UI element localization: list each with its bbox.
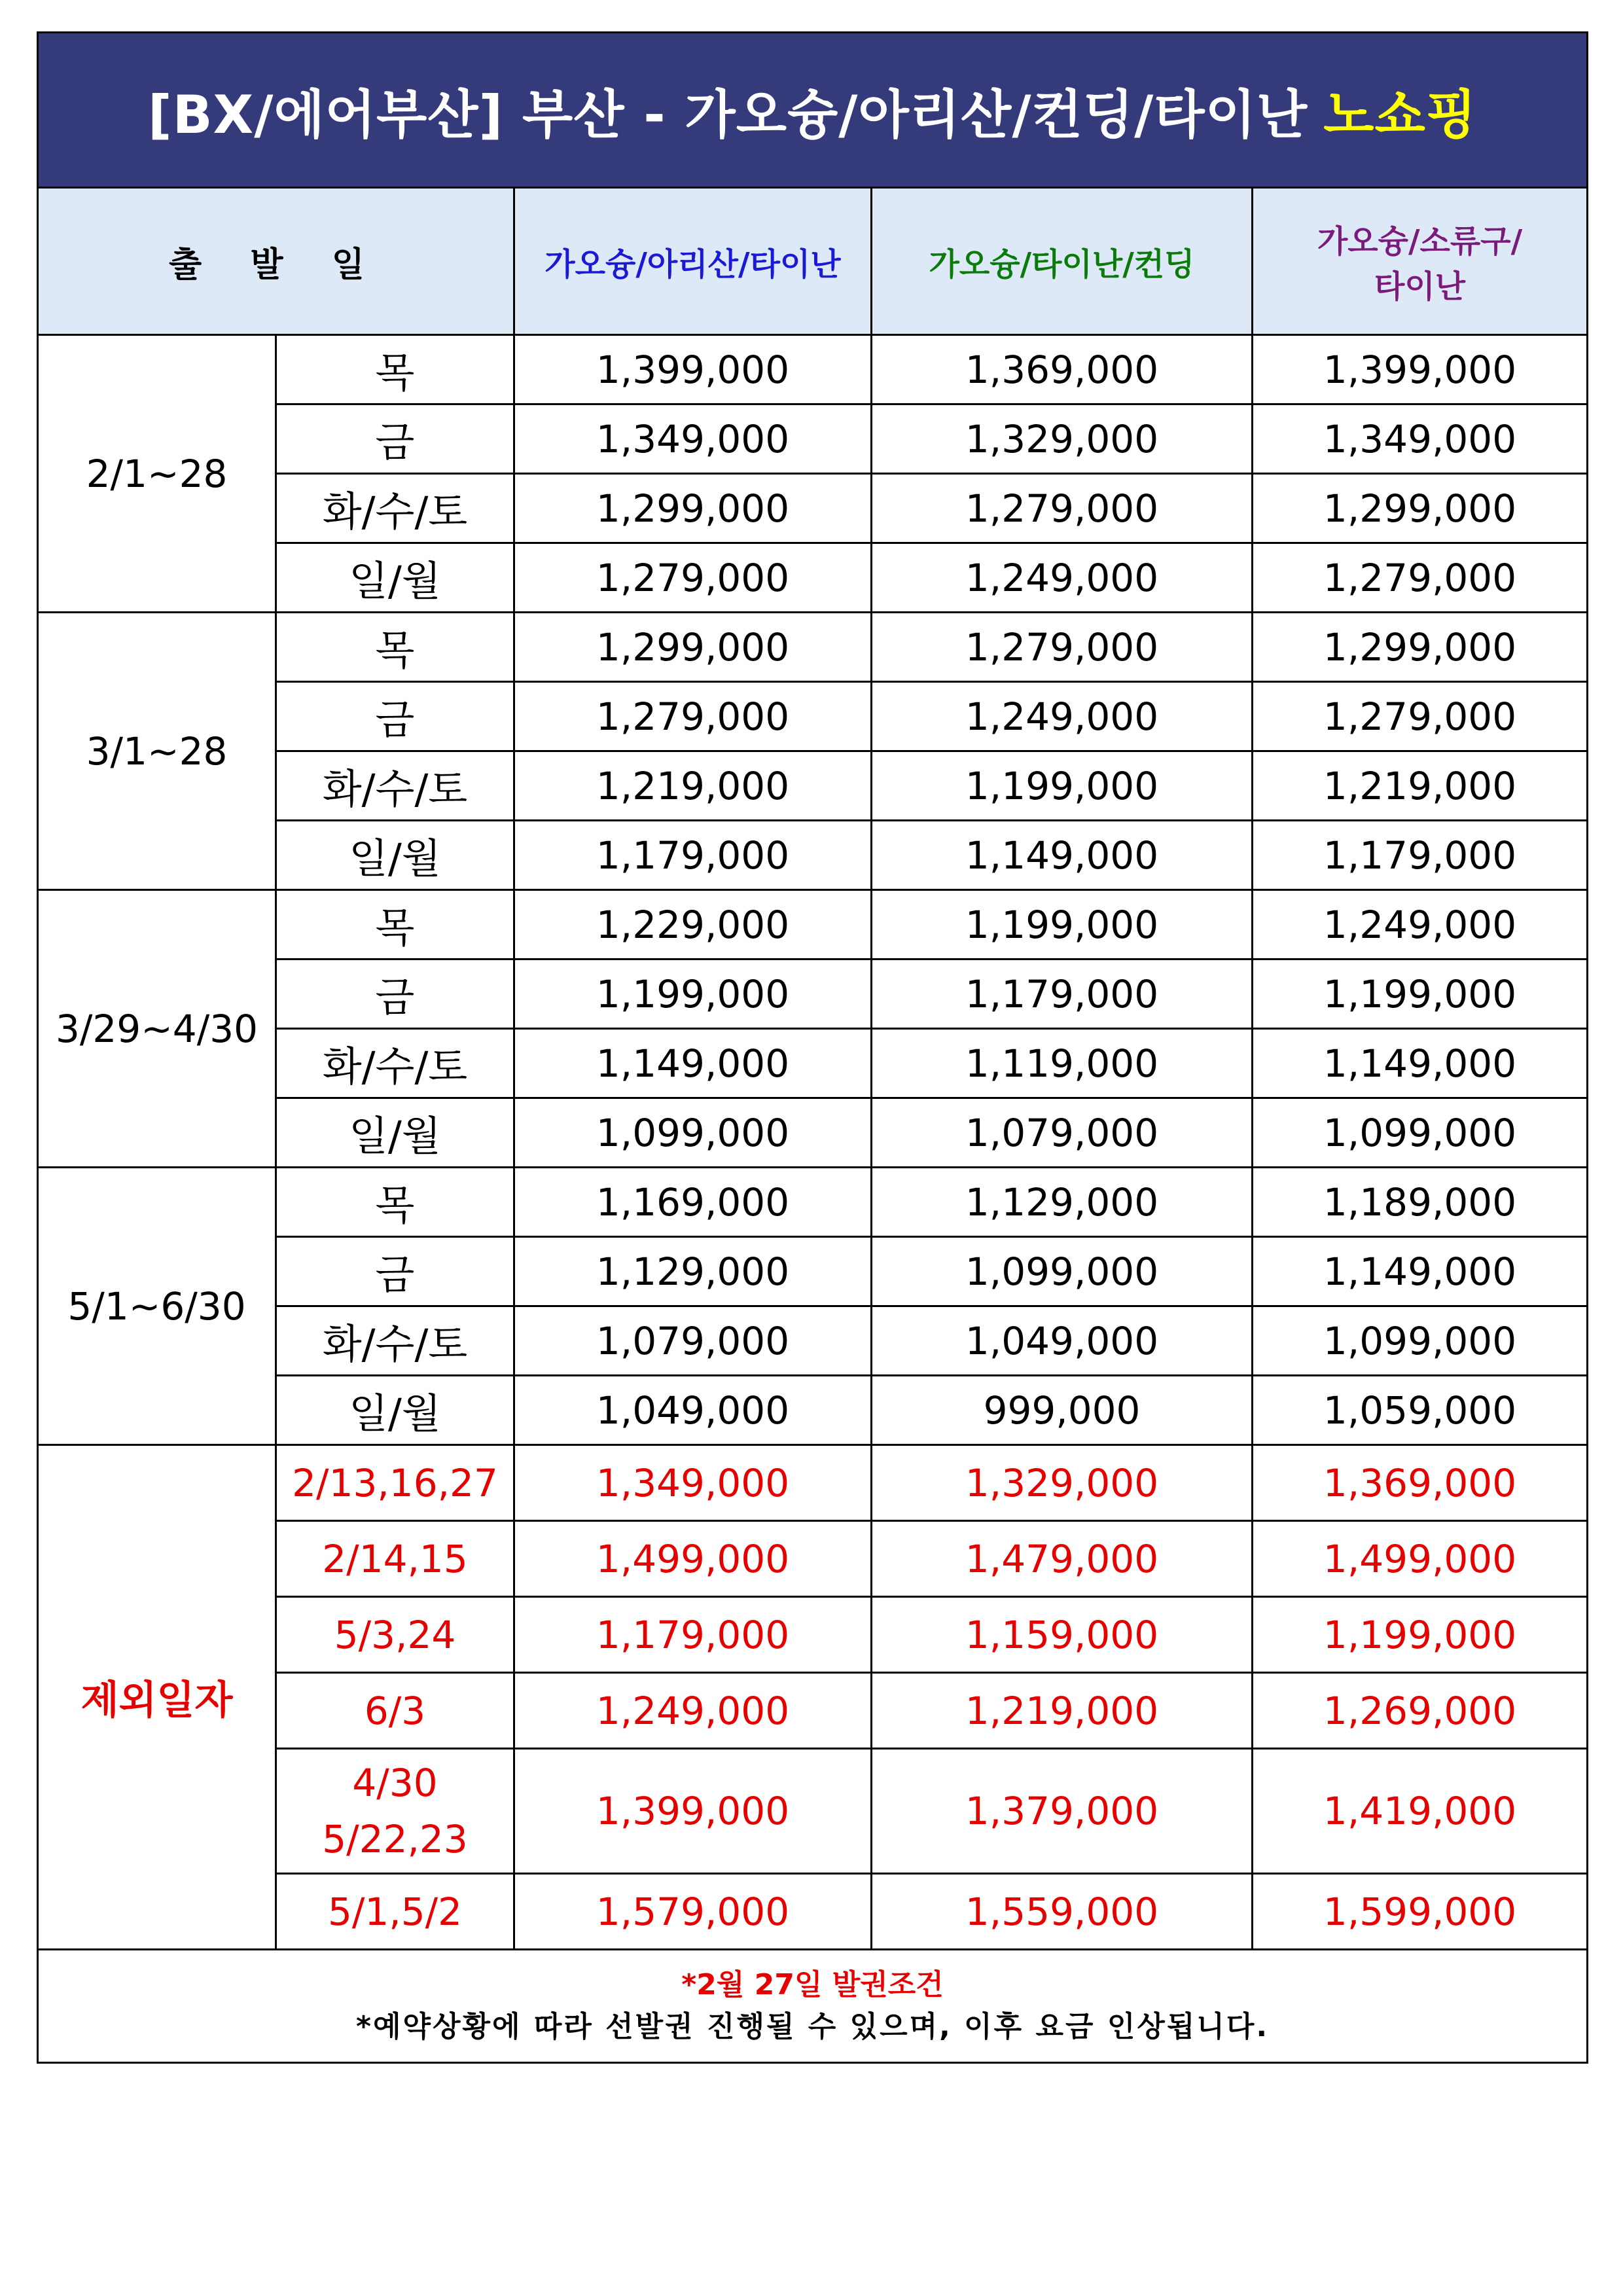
note-price-change: *예약상황에 따라 선발권 진행될 수 있으며, 이후 요금 인상됩니다. <box>355 2010 1270 2043</box>
table-row <box>38 613 1588 682</box>
price-route3: 1,399,000 <box>1253 335 1588 404</box>
title-main: [BX/에어부산] 부산 - 가오슝/아리산/컨딩/타이난 <box>148 84 1308 145</box>
price-route1: 1,279,000 <box>514 682 872 751</box>
price-route2: 1,119,000 <box>872 1029 1253 1098</box>
excluded-price-route2: 1,159,000 <box>872 1597 1253 1673</box>
price-route1: 1,279,000 <box>514 543 872 613</box>
price-route2: 1,279,000 <box>872 613 1253 682</box>
day-cell: 화/수/토 <box>276 1029 514 1098</box>
excluded-row <box>38 1445 1588 1521</box>
price-route1: 1,299,000 <box>514 613 872 682</box>
day-cell: 화/수/토 <box>276 751 514 821</box>
price-route3: 1,219,000 <box>1253 751 1588 821</box>
period-label: 2/1~28 <box>38 335 276 613</box>
table-row <box>38 890 1588 960</box>
page-title <box>38 33 1588 188</box>
excluded-price-route1: 1,579,000 <box>514 1874 872 1950</box>
excluded-price-route1: 1,399,000 <box>514 1749 872 1874</box>
price-route2: 1,329,000 <box>872 404 1253 474</box>
day-cell: 일/월 <box>276 1098 514 1168</box>
excluded-price-route1: 1,349,000 <box>514 1445 872 1521</box>
price-route3: 1,189,000 <box>1253 1168 1588 1237</box>
day-cell: 일/월 <box>276 543 514 613</box>
excluded-price-route2: 1,219,000 <box>872 1673 1253 1749</box>
price-route3: 1,149,000 <box>1253 1029 1588 1098</box>
table-row <box>38 1168 1588 1237</box>
price-route3: 1,349,000 <box>1253 404 1588 474</box>
price-route1: 1,179,000 <box>514 821 872 890</box>
price-table <box>37 31 1588 2064</box>
excluded-price-route2: 1,479,000 <box>872 1521 1253 1597</box>
header-row <box>38 188 1588 335</box>
price-route2: 1,249,000 <box>872 543 1253 613</box>
price-sheet <box>37 31 1586 2064</box>
price-route2: 1,199,000 <box>872 751 1253 821</box>
excluded-date: 5/3,24 <box>276 1597 514 1673</box>
excluded-price-route3: 1,599,000 <box>1253 1874 1588 1950</box>
excluded-date: 5/1,5/2 <box>276 1874 514 1950</box>
price-route3: 1,059,000 <box>1253 1376 1588 1445</box>
header-route3-line1: 가오슝/소류구/ <box>1317 223 1523 260</box>
price-route1: 1,199,000 <box>514 960 872 1029</box>
price-route1: 1,349,000 <box>514 404 872 474</box>
price-route3: 1,099,000 <box>1253 1306 1588 1376</box>
price-route2: 1,199,000 <box>872 890 1253 960</box>
excluded-price-route3: 1,269,000 <box>1253 1673 1588 1749</box>
day-cell: 화/수/토 <box>276 1306 514 1376</box>
excluded-price-route1: 1,179,000 <box>514 1597 872 1673</box>
price-route3: 1,279,000 <box>1253 682 1588 751</box>
header-route2: 가오슝/타이난/컨딩 <box>872 188 1253 335</box>
price-route3: 1,149,000 <box>1253 1237 1588 1306</box>
day-cell: 목 <box>276 613 514 682</box>
table-row <box>38 335 1588 404</box>
notes <box>38 1950 1588 2063</box>
price-route2: 1,129,000 <box>872 1168 1253 1237</box>
price-route2: 999,000 <box>872 1376 1253 1445</box>
price-route3: 1,279,000 <box>1253 543 1588 613</box>
excluded-price-route2: 1,329,000 <box>872 1445 1253 1521</box>
day-cell: 목 <box>276 890 514 960</box>
excluded-date <box>276 1749 514 1874</box>
price-route2: 1,249,000 <box>872 682 1253 751</box>
excluded-price-route2: 1,379,000 <box>872 1749 1253 1874</box>
period-label: 5/1~6/30 <box>38 1168 276 1445</box>
price-route2: 1,279,000 <box>872 474 1253 543</box>
price-route1: 1,099,000 <box>514 1098 872 1168</box>
excluded-date: 6/3 <box>276 1673 514 1749</box>
price-route2: 1,179,000 <box>872 960 1253 1029</box>
price-route2: 1,149,000 <box>872 821 1253 890</box>
day-cell: 금 <box>276 1237 514 1306</box>
period-label: 3/1~28 <box>38 613 276 890</box>
excluded-price-route2: 1,559,000 <box>872 1874 1253 1950</box>
header-departure: 출 발 일 <box>38 188 514 335</box>
title-highlight: 노쇼핑 <box>1323 84 1478 145</box>
excluded-date-line2: 5/22,23 <box>322 1817 468 1861</box>
excluded-date: 2/13,16,27 <box>276 1445 514 1521</box>
price-route1: 1,079,000 <box>514 1306 872 1376</box>
day-cell: 일/월 <box>276 1376 514 1445</box>
price-route2: 1,369,000 <box>872 335 1253 404</box>
excluded-date: 2/14,15 <box>276 1521 514 1597</box>
price-route1: 1,049,000 <box>514 1376 872 1445</box>
price-route1: 1,299,000 <box>514 474 872 543</box>
price-route1: 1,219,000 <box>514 751 872 821</box>
price-route3: 1,099,000 <box>1253 1098 1588 1168</box>
excluded-price-route1: 1,499,000 <box>514 1521 872 1597</box>
price-route3: 1,179,000 <box>1253 821 1588 890</box>
price-route1: 1,169,000 <box>514 1168 872 1237</box>
excluded-label: 제외일자 <box>38 1445 276 1950</box>
day-cell: 금 <box>276 960 514 1029</box>
price-route3: 1,299,000 <box>1253 474 1588 543</box>
day-cell: 금 <box>276 404 514 474</box>
price-route1: 1,399,000 <box>514 335 872 404</box>
excluded-price-route1: 1,249,000 <box>514 1673 872 1749</box>
price-route3: 1,249,000 <box>1253 890 1588 960</box>
price-route2: 1,049,000 <box>872 1306 1253 1376</box>
period-label: 3/29~4/30 <box>38 890 276 1168</box>
excluded-price-route3: 1,199,000 <box>1253 1597 1588 1673</box>
excluded-price-route3: 1,419,000 <box>1253 1749 1588 1874</box>
day-cell: 금 <box>276 682 514 751</box>
day-cell: 화/수/토 <box>276 474 514 543</box>
note-ticketing-condition: *2월 27일 발권조건 <box>681 1968 944 2001</box>
excluded-price-route3: 1,499,000 <box>1253 1521 1588 1597</box>
price-route2: 1,079,000 <box>872 1098 1253 1168</box>
price-route1: 1,149,000 <box>514 1029 872 1098</box>
day-cell: 목 <box>276 1168 514 1237</box>
excluded-price-route3: 1,369,000 <box>1253 1445 1588 1521</box>
excluded-date-line1: 4/30 <box>352 1761 438 1805</box>
price-route3: 1,299,000 <box>1253 613 1588 682</box>
header-route3 <box>1253 188 1588 335</box>
price-route1: 1,229,000 <box>514 890 872 960</box>
header-route1: 가오슝/아리산/타이난 <box>514 188 872 335</box>
price-route1: 1,129,000 <box>514 1237 872 1306</box>
day-cell: 일/월 <box>276 821 514 890</box>
day-cell: 목 <box>276 335 514 404</box>
notes-row <box>38 1950 1588 2063</box>
price-route3: 1,199,000 <box>1253 960 1588 1029</box>
price-route2: 1,099,000 <box>872 1237 1253 1306</box>
header-route3-line2: 타이난 <box>1374 268 1466 305</box>
